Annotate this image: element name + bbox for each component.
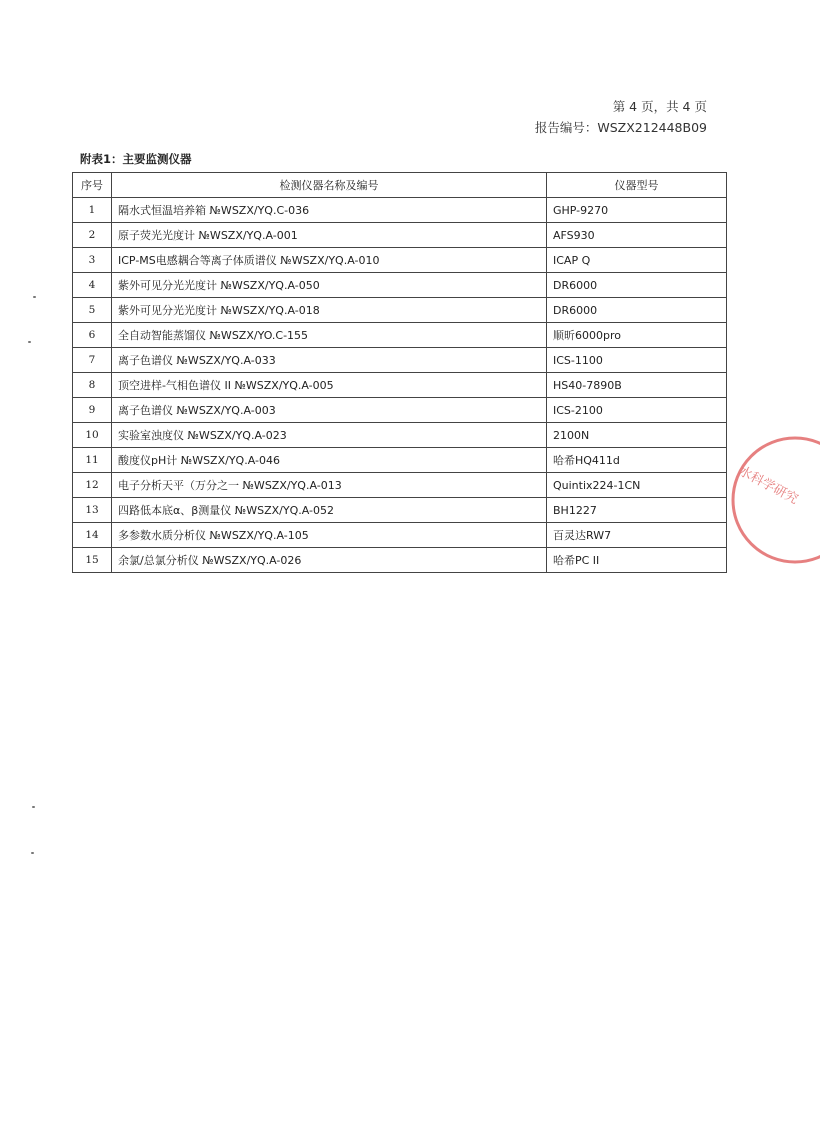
scan-speck <box>33 296 36 298</box>
table-row <box>73 548 727 573</box>
row-no: 14 <box>73 523 112 548</box>
row-instrument-name: 顶空进样-气相色谱仪 II №WSZX/YQ.A-005 <box>112 373 547 398</box>
row-no: 8 <box>73 373 112 398</box>
row-no: 9 <box>73 398 112 423</box>
row-instrument-name: ICP-MS电感耦合等离子体质谱仪 №WSZX/YQ.A-010 <box>112 248 547 273</box>
row-no: 11 <box>73 448 112 473</box>
table-row <box>73 248 727 273</box>
row-instrument-name: 紫外可见分光光度计 №WSZX/YQ.A-050 <box>112 273 547 298</box>
table-caption: 附表1：主要监测仪器 <box>80 152 192 166</box>
table-row <box>73 298 727 323</box>
row-no: 2 <box>73 223 112 248</box>
table-row <box>73 273 727 298</box>
seal-text: 水科学研究 <box>735 463 801 508</box>
row-no: 6 <box>73 323 112 348</box>
row-instrument-name: 多参数水质分析仪 №WSZX/YQ.A-105 <box>112 523 547 548</box>
row-no: 5 <box>73 298 112 323</box>
row-instrument-name: 离子色谱仪 №WSZX/YQ.A-003 <box>112 398 547 423</box>
row-model: ICS-2100 <box>547 398 727 423</box>
row-instrument-name: 离子色谱仪 №WSZX/YQ.A-033 <box>112 348 547 373</box>
report-number: 报告编号：WSZX212448B09 <box>534 120 707 135</box>
table-row <box>73 523 727 548</box>
seal-ring <box>733 438 820 562</box>
scan-speck <box>28 341 31 343</box>
instrument-table <box>72 172 727 573</box>
table-row <box>73 448 727 473</box>
row-model: DR6000 <box>547 273 727 298</box>
row-instrument-name: 四路低本底α、β测量仪 №WSZX/YQ.A-052 <box>112 498 547 523</box>
row-no: 4 <box>73 273 112 298</box>
row-instrument-name: 实验室浊度仪 №WSZX/YQ.A-023 <box>112 423 547 448</box>
row-instrument-name: 紫外可见分光光度计 №WSZX/YQ.A-018 <box>112 298 547 323</box>
column-header-no: 序号 <box>73 173 112 198</box>
row-model: DR6000 <box>547 298 727 323</box>
page-info: 第 4 页，共 4 页 <box>612 99 707 114</box>
scan-speck <box>32 806 35 808</box>
table-row <box>73 498 727 523</box>
row-model: 哈希PC II <box>547 548 727 573</box>
table-header-row <box>73 173 727 198</box>
row-model: ICAP Q <box>547 248 727 273</box>
row-no: 13 <box>73 498 112 523</box>
table-row <box>73 398 727 423</box>
row-no: 15 <box>73 548 112 573</box>
row-instrument-name: 隔水式恒温培养箱 №WSZX/YQ.C-036 <box>112 198 547 223</box>
row-model: 百灵达RW7 <box>547 523 727 548</box>
official-seal-stamp <box>700 425 820 575</box>
row-no: 12 <box>73 473 112 498</box>
row-model: BH1227 <box>547 498 727 523</box>
table-row <box>73 473 727 498</box>
table-row <box>73 323 727 348</box>
table-row <box>73 373 727 398</box>
row-no: 7 <box>73 348 112 373</box>
row-instrument-name: 原子荧光光度计 №WSZX/YQ.A-001 <box>112 223 547 248</box>
row-no: 3 <box>73 248 112 273</box>
row-model: 顺昕6000pro <box>547 323 727 348</box>
row-no: 1 <box>73 198 112 223</box>
table-row <box>73 423 727 448</box>
row-instrument-name: 全自动智能蒸馏仪 №WSZX/YO.C-155 <box>112 323 547 348</box>
row-model: 哈希HQ411d <box>547 448 727 473</box>
column-header-name: 检测仪器名称及编号 <box>112 173 547 198</box>
row-instrument-name: 电子分析天平（万分之一 №WSZX/YQ.A-013 <box>112 473 547 498</box>
row-model: ICS-1100 <box>547 348 727 373</box>
scan-speck <box>31 852 34 854</box>
row-model: AFS930 <box>547 223 727 248</box>
row-model: 2100N <box>547 423 727 448</box>
row-instrument-name: 余氯/总氯分析仪 №WSZX/YQ.A-026 <box>112 548 547 573</box>
row-instrument-name: 酸度仪pH计 №WSZX/YQ.A-046 <box>112 448 547 473</box>
row-model: GHP-9270 <box>547 198 727 223</box>
table-row <box>73 348 727 373</box>
row-model: HS40-7890B <box>547 373 727 398</box>
table-row <box>73 223 727 248</box>
row-model: Quintix224-1CN <box>547 473 727 498</box>
table-row <box>73 198 727 223</box>
column-header-model: 仪器型号 <box>547 173 727 198</box>
row-no: 10 <box>73 423 112 448</box>
